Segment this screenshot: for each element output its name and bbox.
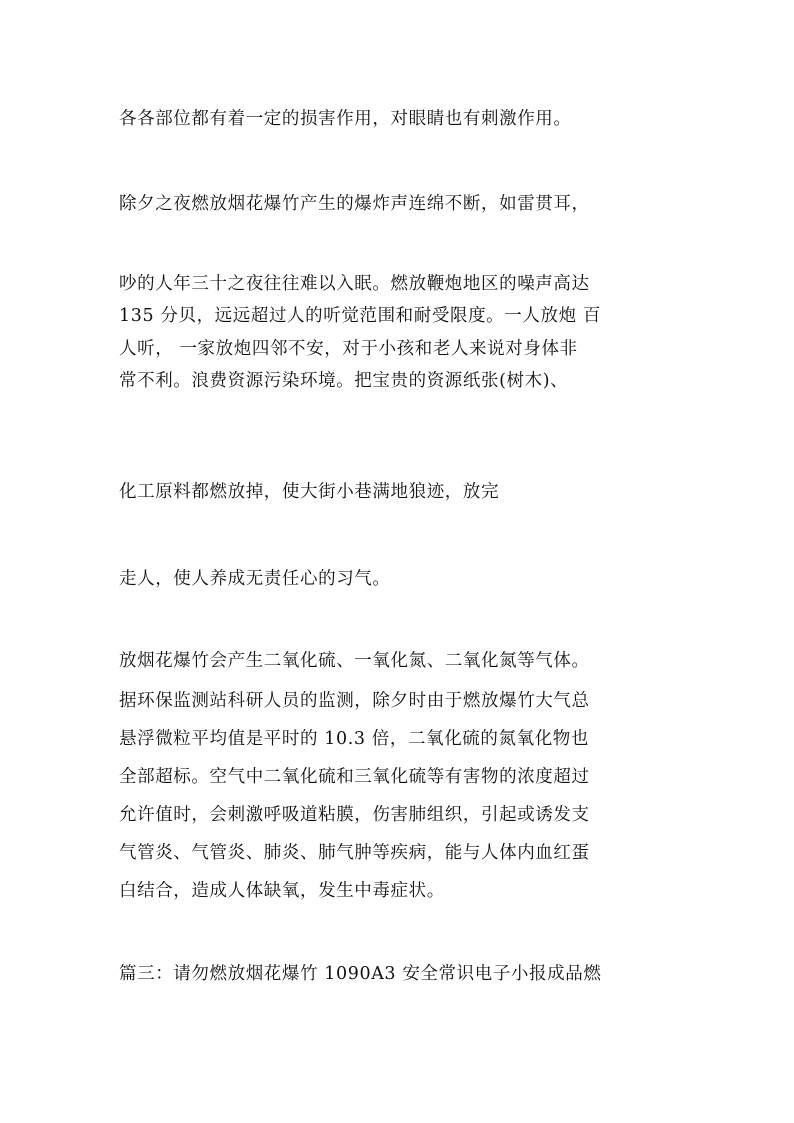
text-line-11: 悬浮微粒平均值是平时的 10.3 倍，二氧化硫的氮氧化物也 — [119, 729, 589, 749]
text-line-2: 除夕之夜燃放烟花爆竹产生的爆炸声连绵不断，如雷贯耳， — [119, 194, 590, 214]
text-line-4: 135 分贝，远远超过人的听觉范围和耐受限度。一人放炮 百 — [119, 306, 601, 326]
text-line-6: 常不利。浪费资源污染环境。把宝贵的资源纸张(树木)、 — [119, 371, 569, 391]
text-line-8: 走人，使人养成无责任心的习气。 — [119, 569, 391, 589]
text-line-1: 各各部位都有着一定的损害作用，对眼睛也有刺激作用。 — [119, 109, 572, 129]
text-line-9: 放烟花爆竹会产生二氧化硫、一氧化氮、二氧化氮等气体。 — [119, 651, 590, 671]
text-line-13: 允许值时，会刺激呼吸道粘膜，伤害肺组织，引起或诱发支 — [119, 805, 590, 825]
text-line-16: 篇三：请勿燃放烟花爆竹 1090A3 安全常识电子小报成品燃 — [119, 964, 602, 984]
text-line-14: 气管炎、气管炎、肺炎、肺气肿等疾病，能与人体内血红蛋 — [119, 843, 590, 863]
text-line-5: 人听， 一家放炮四邻不安，对于小孩和老人来说对身体非 — [119, 339, 578, 359]
text-line-7: 化工原料都燃放掉，使大街小巷满地狼迹，放完 — [119, 482, 500, 502]
text-line-3: 吵的人年三十之夜往往难以入眠。燃放鞭炮地区的噪声高达 — [119, 274, 590, 294]
text-line-10: 据环保监测站科研人员的监测，除夕时由于燃放爆竹大气总 — [119, 691, 590, 711]
text-line-12: 全部超标。空气中二氧化硫和三氧化硫等有害物的浓度超过 — [119, 767, 590, 787]
text-line-15: 白结合，造成人体缺氧，发生中毒症状。 — [119, 881, 445, 901]
